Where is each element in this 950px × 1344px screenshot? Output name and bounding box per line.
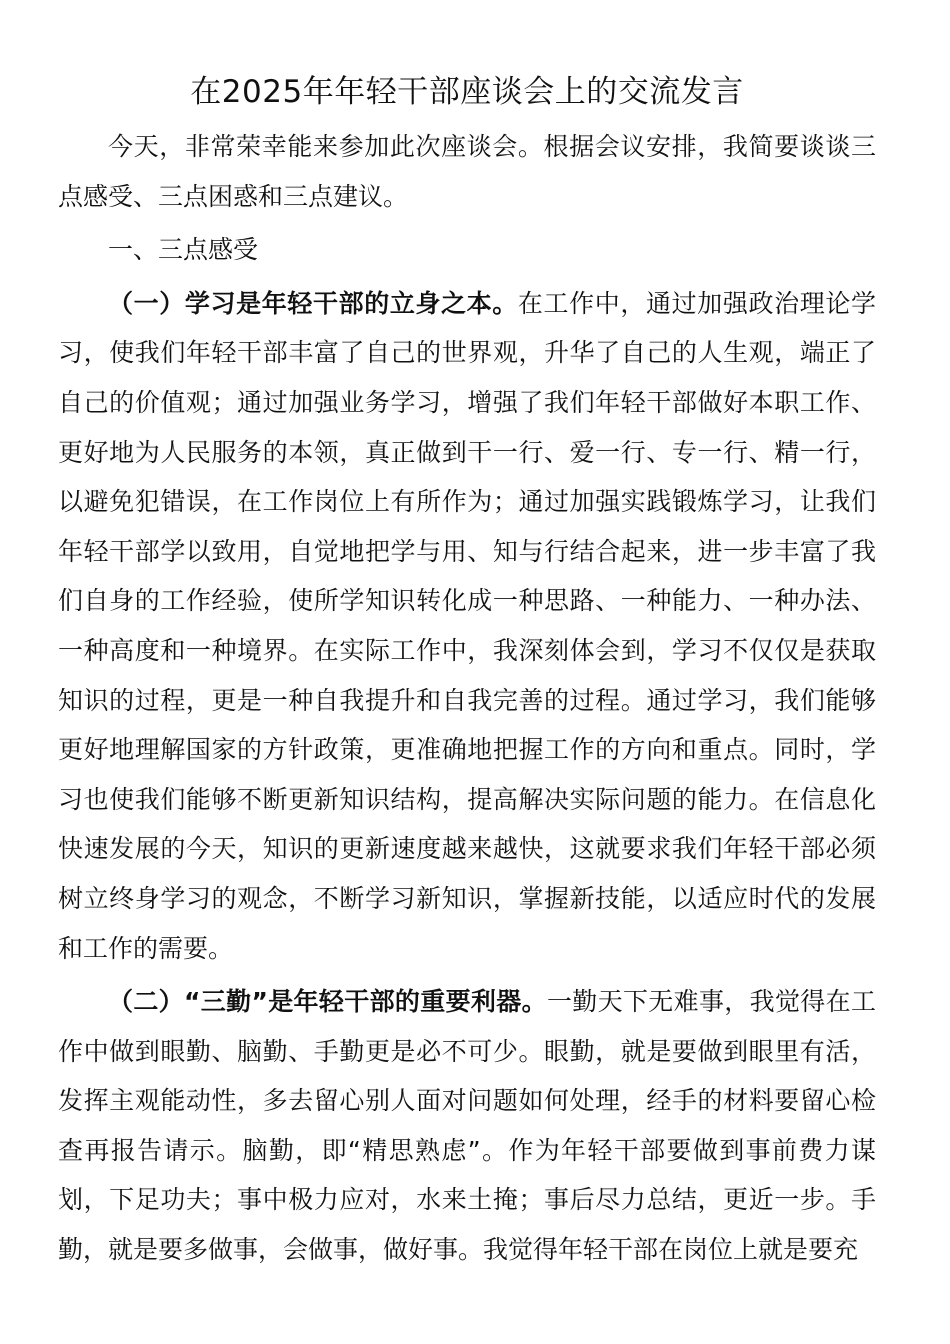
item-2-body: 一勤天下无难事，我觉得在工作中做到眼勤、脑勤、手勤更是必不可少。眼勤，就是要做到眼里有活，发挥主观能动性，多去留心别人面对问题如何处理，经手的材料要留心检查再报告请示。脑勤，即“精思熟虑”。作为年轻干部要做到事前费力谋划，下足功夫；事中极力应对，水来土掩；事后尽力总结，更近一步。手勤，就是要多做事，会做事，做好事。我觉得年轻干部在岗位上就是要充 (58, 987, 876, 1265)
section-heading-feelings: 一、三点感受 (108, 235, 259, 265)
intro-paragraph: 今天，非常荣幸能来参加此次座谈会。根据会议安排，我简要谈谈三点感受、三点困惑和三点建议。 (58, 132, 876, 211)
paragraph-item-1 (58, 279, 876, 973)
item-1-body: 在工作中，通过加强政治理论学习，使我们年轻干部丰富了自己的世界观，升华了自己的人生观，端正了自己的价值观；通过加强业务学习，增强了我们年轻干部做好本职工作、更好地为人民服务的本领，真正做到干一行、爱一行、专一行、精一行，以避免犯错误，在工作岗位上有所作为；通过加强实践锻炼学习，让我们年轻干部学以致用，自觉地把学与用、知与行结合起来，进一步丰富了我们自身的工作经验，使所学知识转化成一种思路、一种能力、一种办法、一种高度和一种境界。在实际工作中，我深刻体会到，学习不仅仅是获取知识的过程，更是一种自我提升和自我完善的过程。通过学习，我们能够更好地理解国家的方针政策，更准确地把握工作的方向和重点。同时，学习也使我们能够不断更新知识结构，提高解决实际问题的能力。在信息化快速发展的今天，知识的更新速度越来越快，这就要求我们年轻干部必须树立终身学习的观念，不断学习新知识，掌握新技能，以适应时代的发展和工作的需要。 (58, 288, 876, 963)
document-title: 在2025年年轻干部座谈会上的交流发言 (190, 74, 744, 110)
document-body (58, 70, 876, 1275)
paragraph-item-2 (58, 977, 876, 1275)
item-1-lead: （一）学习是年轻干部的立身之本。 (108, 288, 518, 318)
item-2-lead: （二）“三勤”是年轻干部的重要利器。 (108, 987, 547, 1017)
